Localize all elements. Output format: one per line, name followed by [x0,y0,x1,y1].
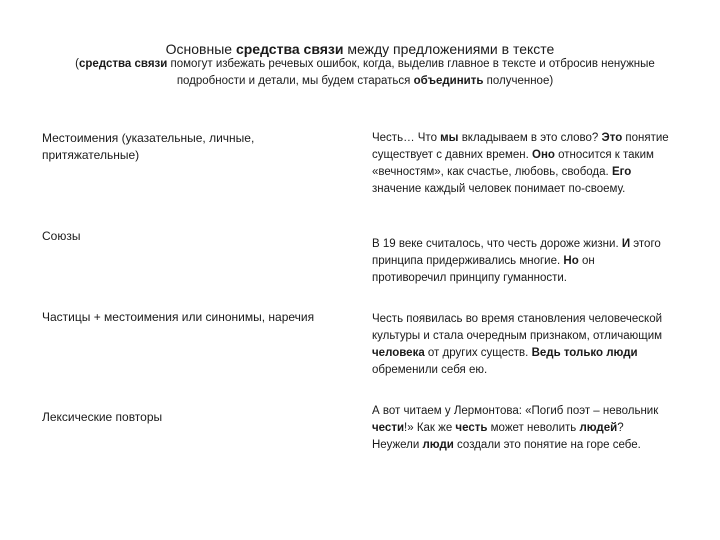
example-text-segment: В 19 веке считалось, что честь дороже жизни. [372,238,622,250]
example-text-segment: относится к таким «вечностям», как счастье, любовь, свобода. [372,149,654,178]
example-text-segment: значение каждый человек понимает по-своему. [372,183,626,195]
example-text-segment: этого принципа придерживались многие. [372,238,661,267]
example-text-segment: Честь появилась во время становления человеческой культуры и стала очередным признаком, отличающим [372,313,663,342]
example-text-segment: от других существ. [424,347,532,359]
row-label-lexical-repeats: Лексические повторы [42,410,163,424]
subtitle-post: полученное) [483,75,554,87]
title-pre: Основные [165,41,236,57]
title-post: между предложениями в тексте [343,41,555,57]
example-text-segment: ? Неужели [372,422,624,451]
example-bold-segment: чести [372,422,405,434]
row-label-pronouns: Местоимения (указательные, личные, притяжательные) [42,131,255,162]
example-bold-segment: людей [579,422,618,434]
example-bold-segment: мы [440,132,459,144]
subtitle-mid: помогут избежать речевых ошибок, когда, выделив главное в тексте и отбросив ненужные подробности и детали, мы будем стараться [167,58,655,87]
example-text-segment: !» Как же [404,422,456,434]
example-text-segment: А вот читаем у Лермонтова: «Погиб поэт – невольник [372,405,659,417]
row-example-lexical-repeats [372,403,672,454]
page-subtitle [70,56,660,90]
example-bold-segment: Оно [532,149,555,161]
example-bold-segment: Ведь только люди [531,347,638,359]
example-text-segment: может неволить [487,422,580,434]
title-bold: средства связи [235,41,344,57]
example-bold-segment: Его [611,166,632,178]
example-bold-segment: И [621,238,631,250]
example-bold-segment: Это [601,132,623,144]
subtitle-pre: ( [75,58,80,70]
example-bold-segment: Но [563,255,579,267]
example-bold-segment: люди [422,439,454,451]
row-example-pronouns [372,130,672,198]
subtitle-bold-2: объединить [413,75,484,87]
row-example-conjunctions [372,236,672,287]
example-text-segment: обременили себя ею. [372,364,488,376]
example-text-segment: создали это понятие на горе себе. [453,439,641,451]
row-example-particles [372,311,672,379]
row-label-conjunctions: Союзы [42,229,81,243]
example-text-segment: понятие существует с давних времен. [372,132,669,161]
row-label-particles: Частицы + местоимения или синонимы, наречия [42,310,315,324]
example-bold-segment: человека [372,347,425,359]
example-text-segment: Честь… Что [372,132,441,144]
example-text-segment: вкладываем в это слово? [458,132,602,144]
example-bold-segment: честь [455,422,488,434]
example-text-segment: он противоречил принципу гуманности. [372,255,595,284]
subtitle-bold-1: средства связи [79,58,168,70]
